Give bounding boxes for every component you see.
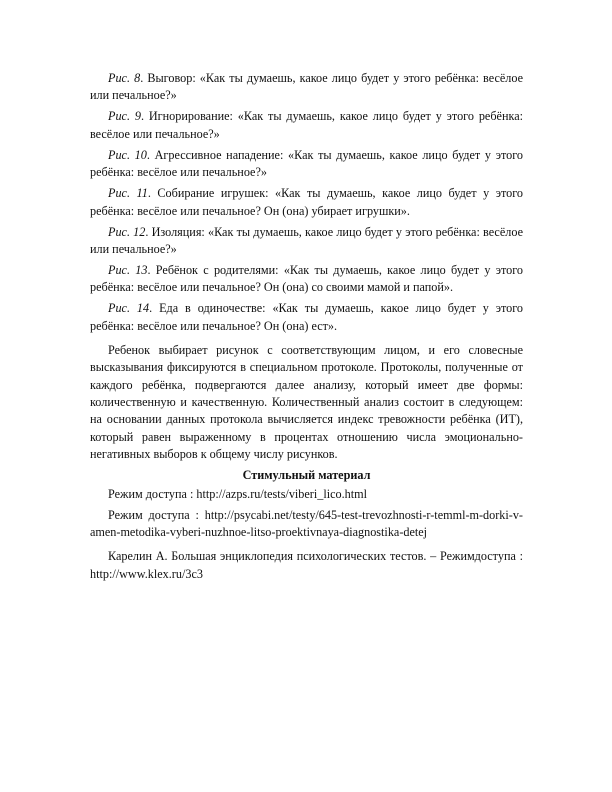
figure-label: Рис. 8 — [108, 71, 141, 85]
figure-text: . Агрессивное нападение: «Как ты думаешь, какое лицо будет у этого ребёнка: весёлое или печальное?» — [90, 147, 523, 180]
figure-text: . Игнорирование: «Как ты думаешь, какое лицо будет у этого ребёнка: весёлое или печальное?» — [90, 109, 523, 141]
figure-caption-9 — [90, 108, 523, 143]
figure-label: Рис. 14 — [108, 301, 150, 316]
figure-caption-13 — [90, 262, 523, 297]
figure-text: . Еда в одиночестве: «Как ты думаешь, какое лицо будет у этого ребёнка: весёлое или печальное? Он (она) ест». — [90, 301, 523, 333]
figure-label: Рис. 10 — [108, 147, 147, 162]
source-text: Режим доступа : http://psycabi.net/testy/645-test-trevozhnosti-r-temml-m-dorki-v-amen-metodika-vyberi-nuzhnoe-litso-proektivnaya-diagnostika-detej — [90, 507, 523, 540]
analysis-paragraph: Ребенок выбирает рисунок с соответствующим лицом, и его словесные высказывания фиксируются в специальном протоколе. Протоколы, полученные от каждого ребёнка, подвергаются далее анализу, который имеет две формы: количественную и качественную. Количественный анализ состоит в следующем: на основании данных протокола вычисляется индекс тревожности ребёнка (ИТ), который равен выраженному в процентах отношению числа эмоционально-негативных выборов к общему числу рисунков. — [90, 342, 523, 462]
source-3 — [90, 548, 523, 583]
figure-text: . Выговор: «Как ты думаешь, какое лицо будет у этого ребёнка: весёлое или печальное?» — [90, 71, 524, 103]
figure-label: Рис. 13 — [108, 263, 148, 278]
figure-caption-10 — [90, 147, 523, 182]
figure-text: . Ребёнок с родителями: «Как ты думаешь, какое лицо будет у этого ребёнка: весёлое или печальное? Он (она) со своими мамой и папой». — [90, 263, 523, 295]
figure-label: Рис. 11 — [108, 186, 148, 201]
figure-label: Рис. 12 — [108, 224, 146, 239]
figure-text: . Собирание игрушек: «Как ты думаешь, какое лицо будет у этого ребёнка: весёлое или печальное? Он (она) убирает игрушки». — [90, 186, 523, 218]
figure-label: Рис. 9 — [108, 109, 141, 124]
source-2 — [90, 507, 523, 542]
figure-text: . Изоляция: «Как ты думаешь, какое лицо будет у этого ребёнка: весёлое или печальное?» — [90, 224, 523, 257]
document-body — [90, 70, 523, 587]
source-1 — [90, 486, 523, 503]
section-heading: Стимульный материал — [242, 468, 371, 483]
source-text: Режим доступа : http://azps.ru/tests/viberi_lico.html — [108, 486, 368, 501]
figure-caption-14 — [90, 300, 523, 335]
figure-caption-11 — [90, 185, 523, 220]
figure-caption-12 — [90, 224, 523, 259]
figure-caption-8 — [90, 70, 523, 105]
source-text: Карелин А. Большая энциклопедия психологических тестов. – Режимдоступа : http://www.klex.ru/3c3 — [90, 549, 523, 581]
